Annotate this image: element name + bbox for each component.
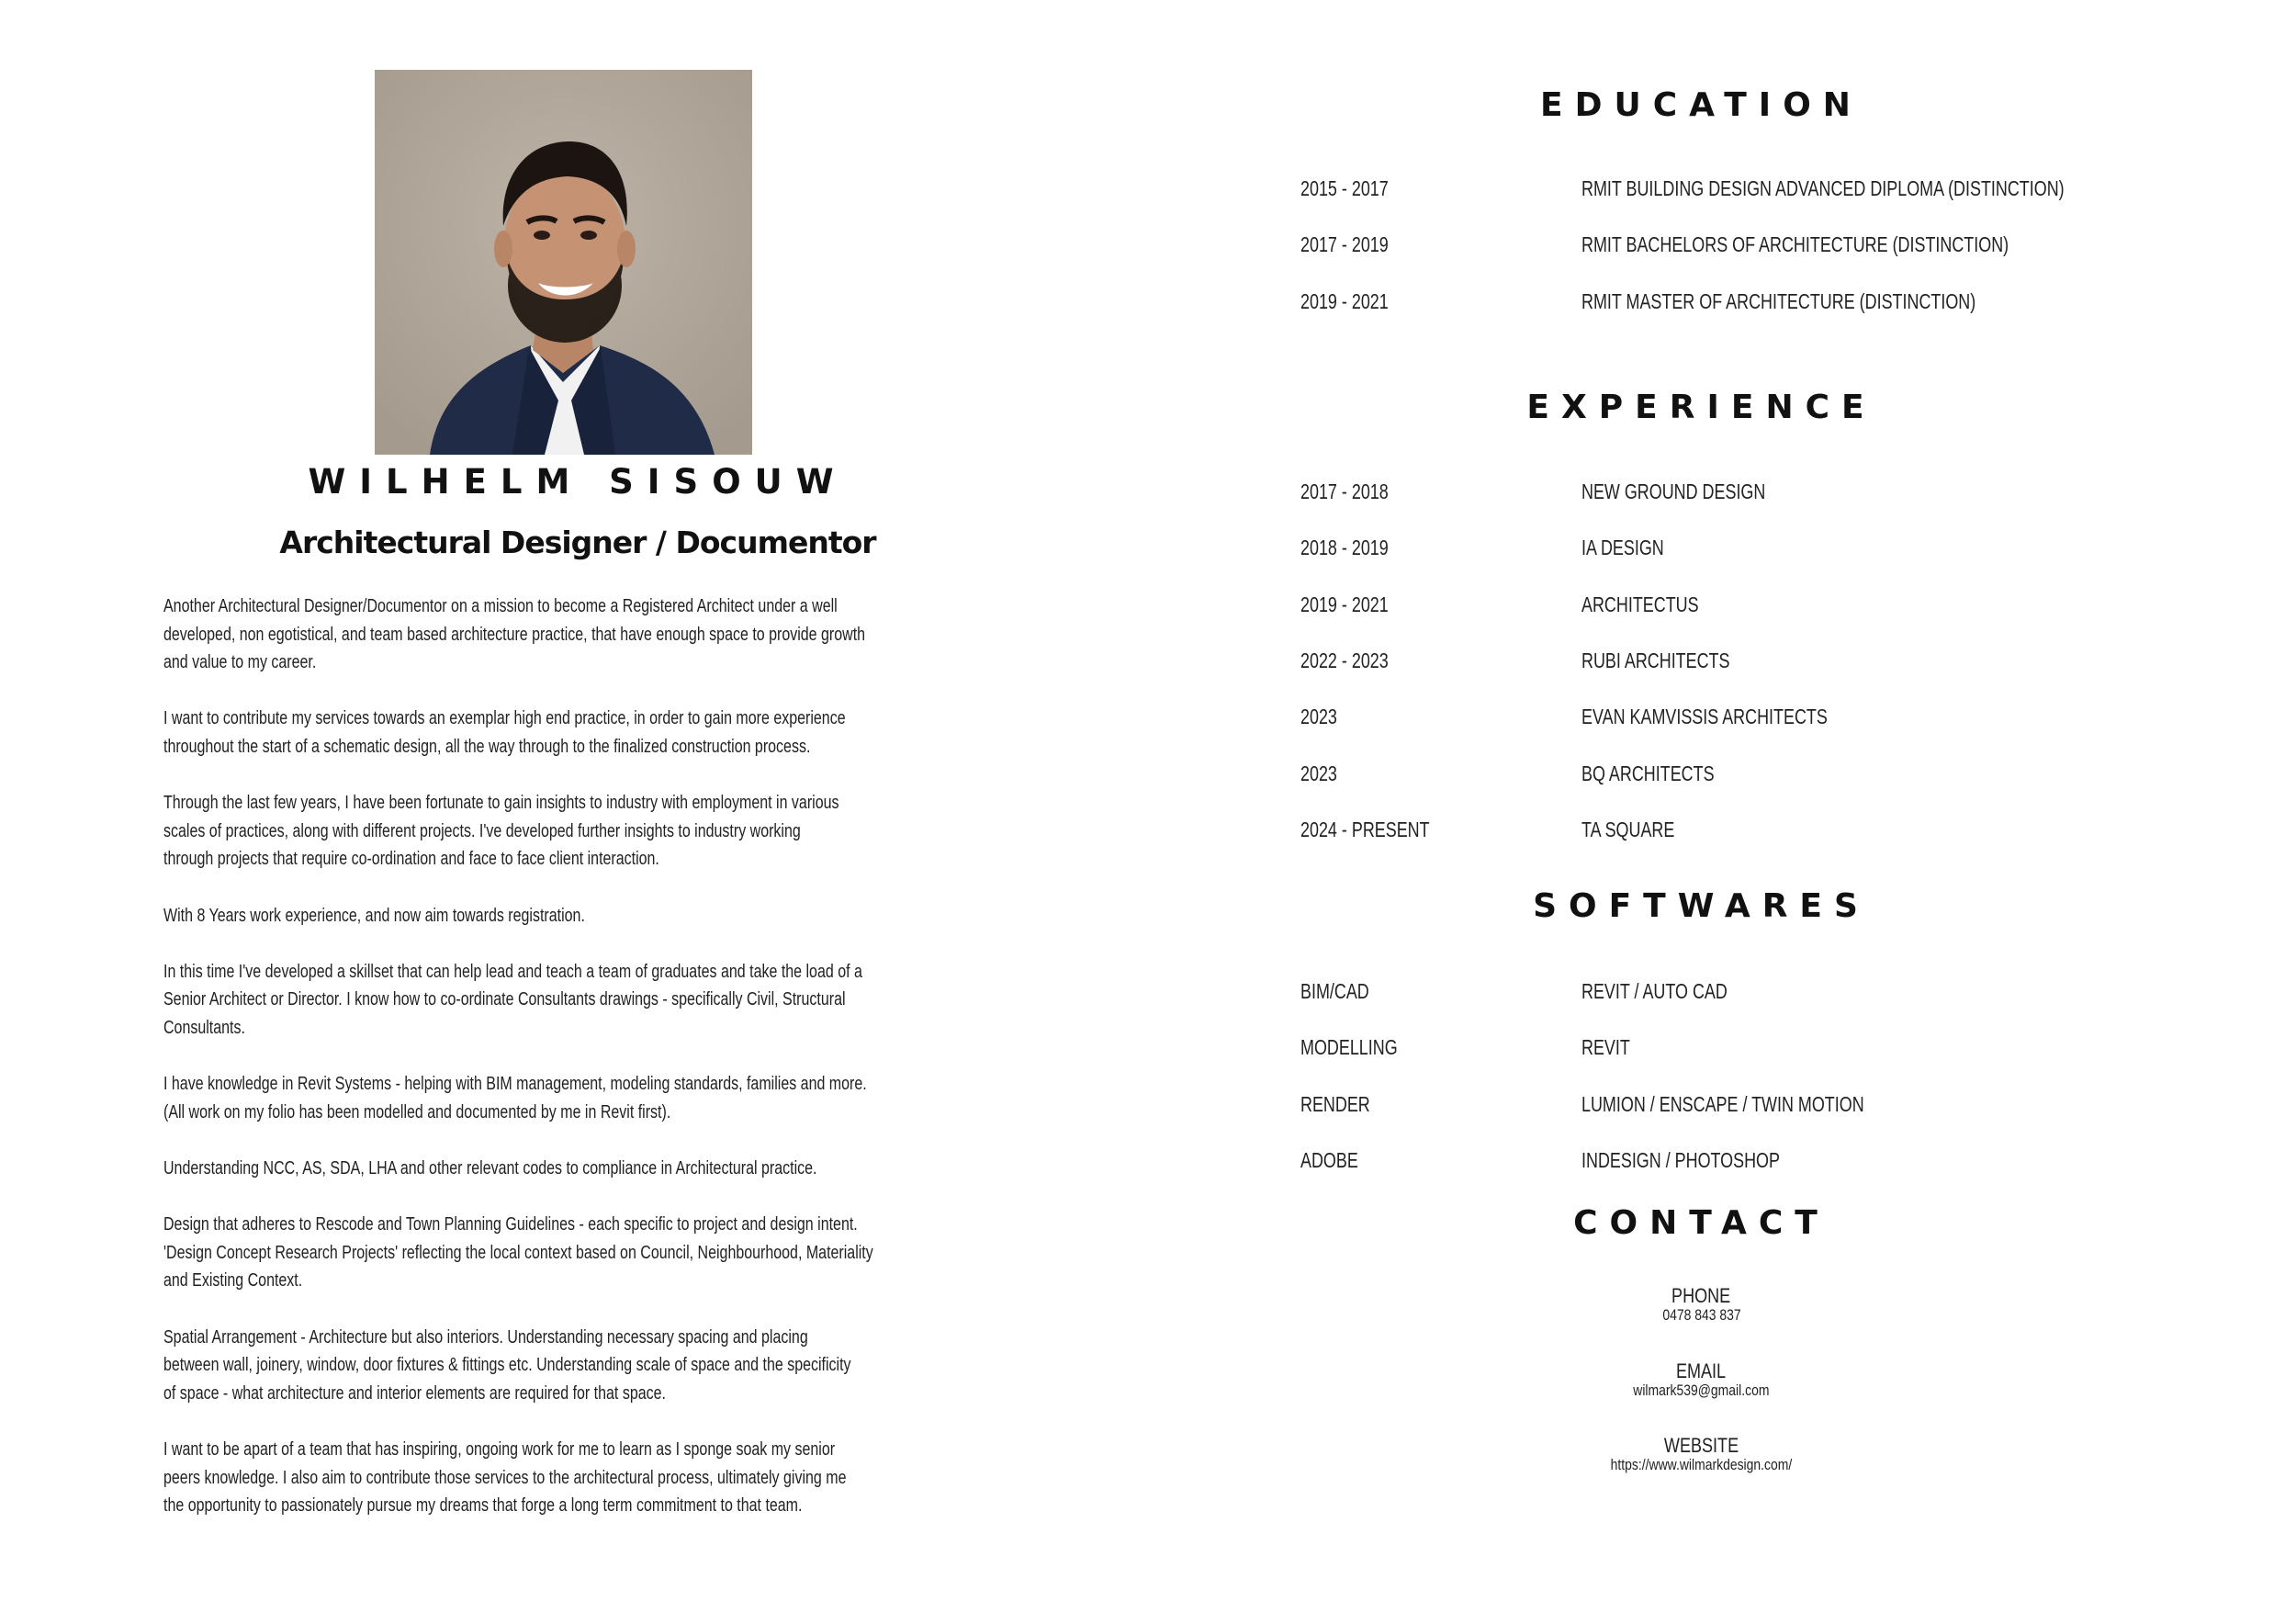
experience-row-detail: NEW GROUND DESIGN (1581, 479, 1766, 503)
softwares-row-label: MODELLING (1300, 1035, 1398, 1060)
bio-line: through projects that require co-ordination and face to face client interaction. (163, 849, 659, 870)
phone-number[interactable]: 0478 843 837 (1661, 1306, 1741, 1324)
bio-line: scales of practices, along with different projects. I've developed further insights to industry working (163, 820, 801, 841)
bio-line: the opportunity to passionately pursue my dreams that forge a long term commitment to that team. (163, 1495, 803, 1517)
experience-heading: EXPERIENCE (1526, 389, 1876, 426)
bio-line: I have knowledge in Revit Systems - helping with BIM management, modeling standards, families and more. (163, 1074, 867, 1095)
bio-line: and Existing Context. (163, 1270, 303, 1291)
bio-line: and value to my career. (163, 652, 317, 673)
experience-row-label: 2023 (1300, 761, 1337, 785)
contact-email-block (1515, 1359, 1887, 1400)
education-row-detail: RMIT BACHELORS OF ARCHITECTURE (DISTINCTION) (1581, 232, 2009, 257)
bio-line: With 8 Years work experience, and now aim towards registration. (163, 905, 585, 926)
contact-website-block (1515, 1434, 1887, 1474)
bio-line: I want to contribute my services towards an exemplar high end practice, in order to gain more experience (163, 708, 846, 729)
bio-line: 'Design Concept Research Projects' reflecting the local context based on Council, Neighbourhood, Materiality (163, 1242, 873, 1263)
softwares-row-detail: LUMION / ENSCAPE / TWIN MOTION (1581, 1091, 1864, 1116)
bio-line: between wall, joinery, window, door fixtures & fittings etc. Understanding scale of space and the specificity (163, 1355, 851, 1376)
softwares-row-label: ADOBE (1300, 1147, 1358, 1172)
website-link[interactable]: https://www.wilmarkdesign.com/ (1610, 1456, 1793, 1473)
bio-line: Design that adheres to Rescode and Town Planning Guidelines - each specific to project and design intent. (163, 1214, 858, 1235)
bio-line: Understanding NCC, AS, SDA, LHA and other relevant codes to compliance in Architectural practice. (163, 1158, 817, 1179)
bio-line: Another Architectural Designer/Documentor on a mission to become a Registered Architect under a well (163, 596, 838, 616)
bio-line: Senior Architect or Director. I know how to co-ordinate Consultants drawings - specifically Civil, Structural (163, 989, 846, 1010)
experience-row-label: 2023 (1300, 705, 1337, 729)
experience-row-label: 2024 - PRESENT (1300, 817, 1430, 841)
softwares-row-label: RENDER (1300, 1091, 1370, 1116)
education-row-detail: RMIT BUILDING DESIGN ADVANCED DIPLOMA (DISTINCTION) (1581, 176, 2065, 200)
education-heading: EDUCATION (1540, 86, 1863, 124)
experience-row-detail: RUBI ARCHITECTS (1581, 648, 1730, 672)
experience-row-detail: BQ ARCHITECTS (1581, 761, 1715, 785)
experience-row-detail: ARCHITECTUS (1581, 592, 1699, 616)
profile-photo (375, 70, 752, 455)
candidate-role: Architectural Designer / Documentor (279, 524, 876, 560)
website-label: WEBSITE (1663, 1434, 1739, 1457)
contact-heading: CONTACT (1573, 1204, 1829, 1242)
experience-row-detail: EVAN KAMVISSIS ARCHITECTS (1581, 705, 1828, 729)
softwares-row-detail: REVIT / AUTO CAD (1581, 979, 1728, 1003)
softwares-heading: SOFTWARES (1533, 887, 1870, 925)
bio-line: I want to be apart of a team that has inspiring, ongoing work for me to learn as I sponge soak my senior (163, 1439, 836, 1460)
experience-row-detail: IA DESIGN (1581, 536, 1664, 560)
bio-line: Consultants. (163, 1018, 245, 1038)
softwares-row-label: BIM/CAD (1300, 979, 1369, 1003)
portrait-illustration (375, 70, 752, 455)
bio-line: peers knowledge. I also aim to contribute those services to the architectural process, ultimately giving me (163, 1467, 847, 1488)
bio-line: developed, non egotistical, and team based architecture practice, that have enough space to provide growth (163, 624, 866, 645)
experience-row-label: 2022 - 2023 (1300, 648, 1389, 672)
education-row-label: 2017 - 2019 (1300, 232, 1389, 257)
bio-line: (All work on my folio has been modelled and documented by me in Revit first). (163, 1101, 671, 1122)
contact-phone-block (1515, 1284, 1887, 1325)
experience-row-label: 2018 - 2019 (1300, 536, 1389, 560)
candidate-name: WILHELM SISOUW (308, 462, 848, 502)
bio-line: of space - what architecture and interior elements are required for that space. (163, 1382, 666, 1404)
phone-label: PHONE (1671, 1284, 1731, 1307)
education-row-label: 2015 - 2017 (1300, 176, 1389, 200)
education-row-detail: RMIT MASTER OF ARCHITECTURE (DISTINCTION) (1581, 288, 1976, 313)
experience-row-detail: TA SQUARE (1581, 817, 1675, 841)
email-label: EMAIL (1676, 1359, 1727, 1382)
bio-line: Through the last few years, I have been fortunate to gain insights to industry with employment in various (163, 793, 839, 814)
bio-line: In this time I've developed a skillset that can help lead and teach a team of graduates and take the load of a (163, 961, 862, 982)
softwares-row-detail: INDESIGN / PHOTOSHOP (1581, 1147, 1780, 1172)
softwares-row-detail: REVIT (1581, 1035, 1630, 1060)
email-address[interactable]: wilmark539@gmail.com (1633, 1382, 1770, 1399)
experience-row-label: 2019 - 2021 (1300, 592, 1389, 616)
bio-line: Spatial Arrangement - Architecture but also interiors. Understanding necessary spacing and placing (163, 1326, 808, 1348)
bio-line: throughout the start of a schematic design, all the way through to the finalized construction process. (163, 737, 811, 757)
experience-row-label: 2017 - 2018 (1300, 479, 1389, 503)
education-row-label: 2019 - 2021 (1300, 288, 1389, 313)
